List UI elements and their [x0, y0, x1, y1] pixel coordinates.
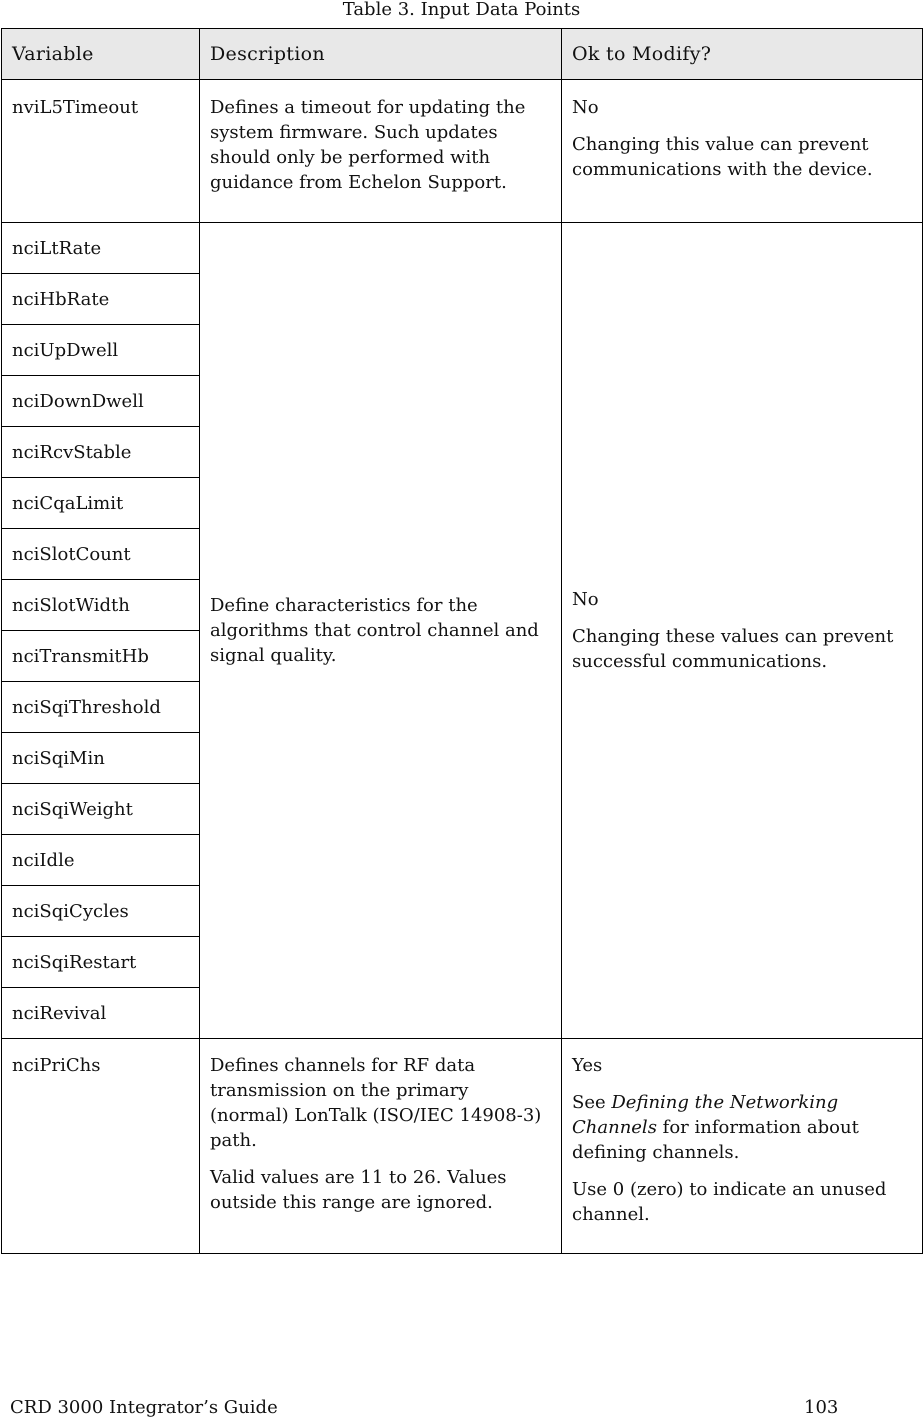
see-reference: See Defining the Networking Channels for information about defining channels. [572, 1092, 859, 1163]
variable-cell: nciHbRate [2, 274, 200, 325]
variable-cell: nciRevival [2, 988, 200, 1039]
description-cell: Define characteristics for the algorithms that control channel and signal quality. [200, 223, 562, 1039]
variable-cell: nciPriChs [2, 1039, 200, 1254]
modify-value: Yes [572, 1055, 603, 1076]
cross-reference-link[interactable]: Defining the Networking Channels [572, 1092, 839, 1138]
description-cell: Defines a timeout for updating the system firmware. Such updates should only be performed with guidance from Echelon Support. [200, 80, 562, 223]
table-header-row [2, 29, 923, 80]
modify-value: No [572, 97, 599, 118]
variable-cell: nciSlotCount [2, 529, 200, 580]
header-description: Description [200, 29, 562, 80]
table-caption: Table 3. Input Data Points [342, 0, 581, 20]
page-number: 103 [804, 1397, 839, 1418]
variable-cell: nciSlotWidth [2, 580, 200, 631]
variable-cell: nciSqiWeight [2, 784, 200, 835]
table-row [2, 80, 923, 223]
variable-cell: nciDownDwell [2, 376, 200, 427]
variable-cell: nciTransmitHb [2, 631, 200, 682]
modify-cell [562, 80, 923, 223]
modify-note: Changing this value can prevent communications with the device. [572, 134, 873, 180]
modify-value: No [572, 589, 599, 610]
page-footer [0, 1397, 923, 1419]
header-variable: Variable [2, 29, 200, 80]
footer-title: CRD 3000 Integrator’s Guide [10, 1397, 278, 1418]
variable-cell: nciIdle [2, 835, 200, 886]
variable-cell: nciSqiMin [2, 733, 200, 784]
modify-cell [562, 1039, 923, 1254]
modify-cell [562, 223, 923, 1039]
variable-cell: nciSqiRestart [2, 937, 200, 988]
variable-cell: nciSqiThreshold [2, 682, 200, 733]
variable-cell: nciSqiCycles [2, 886, 200, 937]
variable-cell: nciCqaLimit [2, 478, 200, 529]
table-row [2, 1039, 923, 1254]
modify-note: Use 0 (zero) to indicate an unused channel. [572, 1179, 887, 1225]
variable-cell: nciUpDwell [2, 325, 200, 376]
variable-cell: nciLtRate [2, 223, 200, 274]
variable-cell: nciRcvStable [2, 427, 200, 478]
variable-cell: nviL5Timeout [2, 80, 200, 223]
modify-note: Changing these values can prevent successful communications. [572, 626, 894, 672]
header-ok-to-modify: Ok to Modify? [562, 29, 923, 80]
table-row [2, 223, 923, 274]
input-data-points-table [1, 28, 923, 1254]
description-cell: Defines channels for RF data transmission on the primary (normal) LonTalk (ISO/IEC 14908-3) path. Valid values are 11 to 26. Values outside this range are ignored. [200, 1039, 562, 1254]
